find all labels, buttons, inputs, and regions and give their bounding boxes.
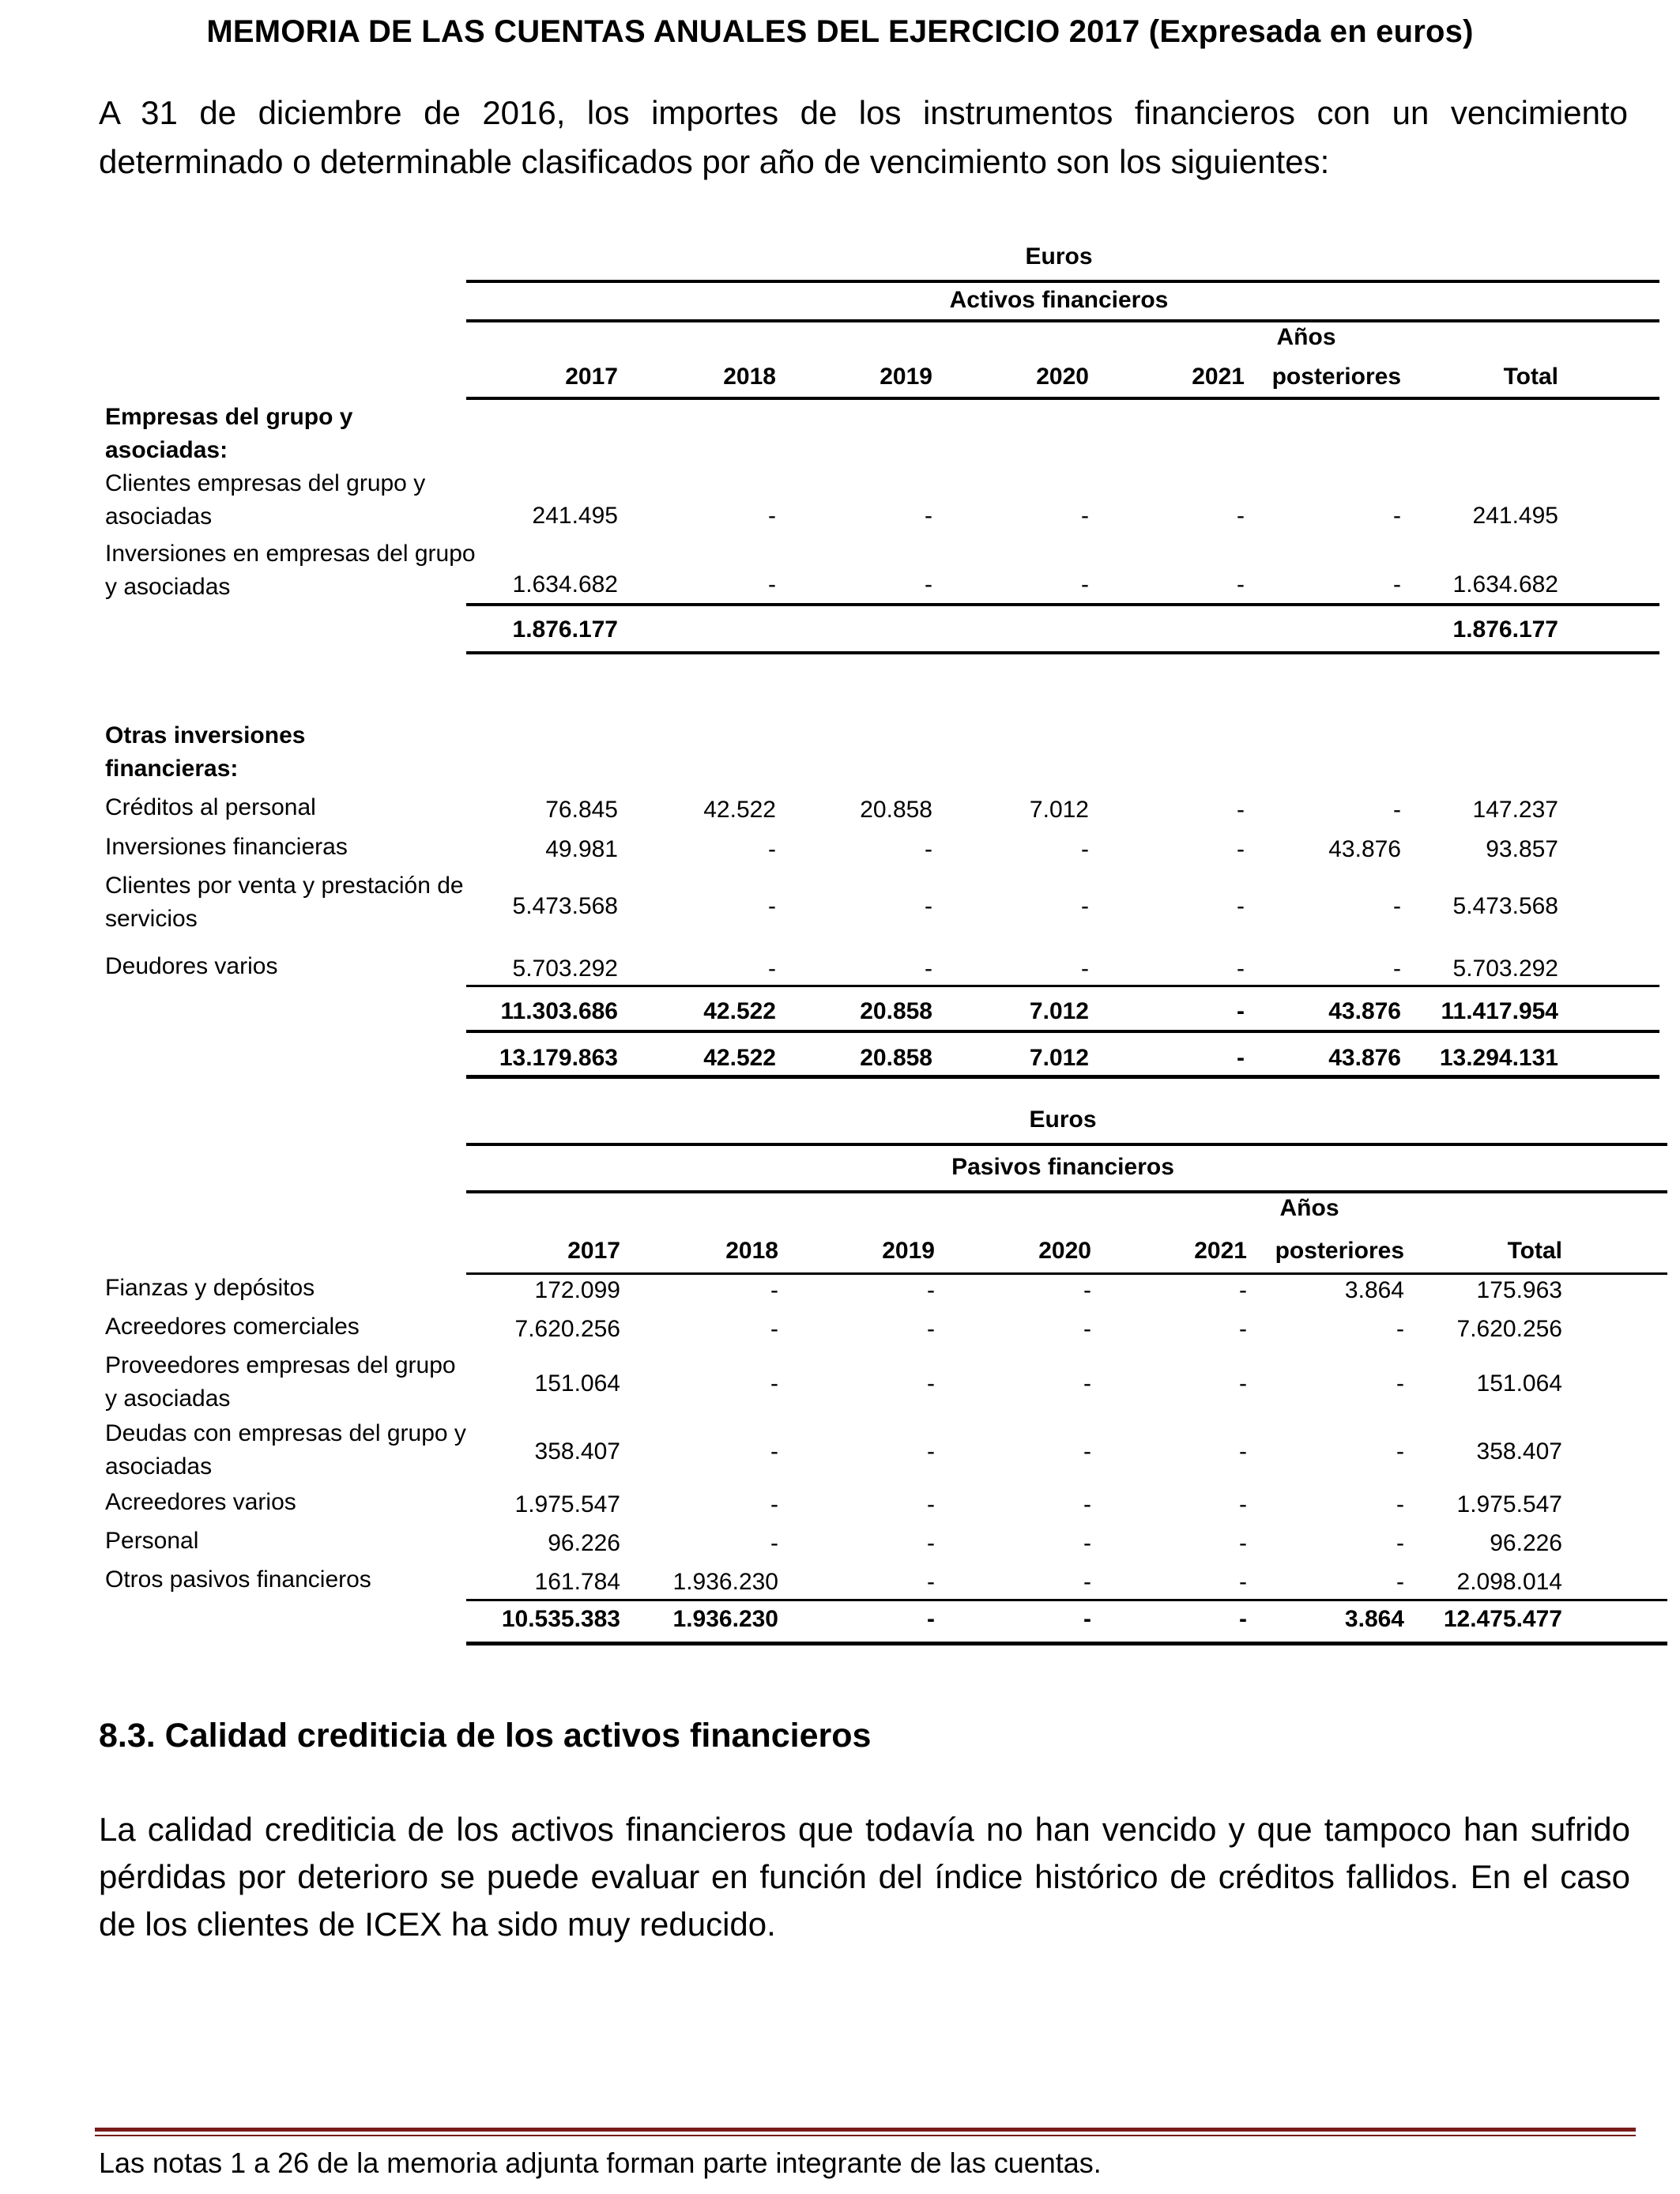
liabilities-row-cell-0: 7.620.256 — [514, 1316, 620, 1342]
assets-group1-heading: Empresas del grupo y asociadas: — [105, 404, 353, 463]
liabilities-row-cell-4: - — [1239, 1316, 1247, 1342]
assets-row-cell-5: - — [1393, 893, 1401, 919]
liabilities-row-cell-0: 172.099 — [534, 1277, 620, 1303]
assets-subtotal2-cell-6: 11.417.954 — [1441, 998, 1558, 1024]
assets-grand-total-cell-2: 20.858 — [860, 1045, 932, 1071]
liabilities_table-col-6: Total — [1507, 1238, 1562, 1264]
assets-grand-total-cell-6: 13.294.131 — [1439, 1045, 1558, 1071]
liabilities-row-cell-6: 2.098.014 — [1456, 1569, 1562, 1595]
liabilities-row-cell-2: - — [927, 1438, 935, 1465]
liabilities-row-cell-0: 161.784 — [534, 1569, 620, 1595]
liabilities-row-cell-3: - — [1083, 1277, 1091, 1303]
liabilities-row-cell-1: - — [770, 1370, 778, 1397]
liabilities-row-cell-1: - — [770, 1491, 778, 1517]
liabilities_table-col-2: 2019 — [882, 1238, 935, 1264]
assets-row-cell-6: 241.495 — [1472, 503, 1558, 529]
assets-row-cell-6: 1.634.682 — [1452, 571, 1558, 598]
liabilities-row-cell-3: - — [1083, 1438, 1091, 1465]
assets_table-col-0: 2017 — [565, 364, 618, 390]
assets-grand-total-cell-5: 43.876 — [1328, 1045, 1401, 1071]
liabilities-row-label: Personal — [105, 1528, 199, 1554]
liabilities-row-label: Acreedores comerciales — [105, 1314, 360, 1340]
liabilities-row-cell-5: - — [1396, 1438, 1404, 1465]
assets-row-cell-1: - — [768, 503, 776, 529]
liabilities-row-cell-2: - — [927, 1569, 935, 1595]
liabilities-row-label: Deudas con empresas del grupo y asociadas — [105, 1420, 466, 1480]
assets-row-cell-0: 1.634.682 — [512, 571, 618, 598]
assets-row-cell-6: 147.237 — [1472, 797, 1558, 823]
assets-subtotal2-cell-0: 11.303.686 — [500, 998, 618, 1024]
liabilities-row-cell-4: - — [1239, 1277, 1247, 1303]
liabilities-row-cell-0: 151.064 — [534, 1370, 620, 1397]
liabilities-unit-label: Euros — [1029, 1106, 1097, 1133]
assets-row-cell-2: - — [925, 503, 932, 529]
liabilities-row-cell-1: - — [770, 1316, 778, 1342]
assets-subtotal2-cell-2: 20.858 — [860, 998, 932, 1024]
liabilities-row-cell-4: - — [1239, 1569, 1247, 1595]
assets-row-cell-4: - — [1237, 956, 1245, 982]
assets-row-cell-4: - — [1237, 503, 1245, 529]
assets-subtotal1-cell-6: 1.876.177 — [1452, 616, 1558, 643]
assets-row-cell-5: - — [1393, 797, 1401, 823]
liabilities-row-label: Fianzas y depósitos — [105, 1275, 315, 1301]
liabilities-total-cell-0: 10.535.383 — [501, 1606, 620, 1632]
assets_table-col-2: 2019 — [880, 364, 932, 390]
liabilities_table-col-3: 2020 — [1038, 1238, 1091, 1264]
assets-row-label: Clientes empresas del grupo y asociadas — [105, 470, 426, 530]
assets-grand-total-cell-0: 13.179.863 — [499, 1045, 618, 1071]
liabilities-row-cell-3: - — [1083, 1370, 1091, 1397]
liabilities_table-col-5: posteriores — [1275, 1238, 1404, 1264]
assets-subtotal2-cell-5: 43.876 — [1328, 998, 1401, 1024]
liabilities-total-cell-1: 1.936.230 — [672, 1606, 778, 1632]
assets-row-cell-2: 20.858 — [860, 797, 932, 823]
assets-grand-total-cell-3: 7.012 — [1029, 1045, 1089, 1071]
liabilities-rule-title — [466, 1190, 1667, 1193]
assets-row-cell-3: - — [1081, 893, 1089, 919]
liabilities-row-cell-4: - — [1239, 1438, 1247, 1465]
assets-row-cell-1: - — [768, 956, 776, 982]
liabilities-rule-total-bottom — [466, 1642, 1667, 1646]
assets-row-cell-4: - — [1237, 797, 1245, 823]
liabilities-row-cell-2: - — [927, 1530, 935, 1556]
liabilities-row-cell-6: 358.407 — [1476, 1438, 1562, 1465]
assets-row-cell-1: - — [768, 571, 776, 598]
footer-rule — [95, 2128, 1636, 2132]
assets-group2-heading: Otras inversiones financieras: — [105, 722, 306, 782]
assets-row-cell-4: - — [1237, 893, 1245, 919]
assets_table-col-5: posteriores — [1271, 364, 1401, 390]
footer-rule-thin — [95, 2135, 1636, 2136]
assets-row-cell-4: - — [1237, 836, 1245, 862]
assets-subtotal2-cell-1: 42.522 — [703, 998, 776, 1024]
section-paragraph: La calidad crediticia de los activos financieros que todavía no han vencido y que tampoco han sufrido pérdidas por deterioro se puede evaluar en función del índice histórico de créditos fallidos. En el caso de los clientes de ICEX ha sido muy reducido. — [99, 1811, 1630, 1943]
liabilities-row-label: Proveedores empresas del grupo y asociadas — [105, 1352, 456, 1412]
liabilities-row-cell-1: - — [770, 1530, 778, 1556]
assets-row-cell-2: - — [925, 893, 932, 919]
assets-row-cell-2: - — [925, 836, 932, 862]
assets_table-col-1: 2018 — [723, 364, 776, 390]
assets-row-cell-0: 5.703.292 — [512, 956, 618, 982]
assets-row-cell-3: - — [1081, 571, 1089, 598]
assets_table-col-6: Total — [1503, 364, 1558, 390]
assets-row-cell-6: 93.857 — [1486, 836, 1558, 862]
liabilities-row-cell-5: 3.864 — [1344, 1277, 1404, 1303]
assets-row-cell-3: - — [1081, 503, 1089, 529]
assets-row-label: Inversiones en empresas del grupo y asociadas — [105, 541, 476, 600]
liabilities-row-cell-0: 1.975.547 — [514, 1491, 620, 1517]
assets-row-cell-6: 5.703.292 — [1452, 956, 1558, 982]
liabilities-row-cell-0: 358.407 — [534, 1438, 620, 1465]
liabilities-maturity-table — [99, 0, 1584, 1660]
liabilities-row-cell-2: - — [927, 1370, 935, 1397]
liabilities-row-cell-3: - — [1083, 1530, 1091, 1556]
liabilities-row-cell-5: - — [1396, 1370, 1404, 1397]
assets-row-cell-3: - — [1081, 956, 1089, 982]
assets-row-cell-1: - — [768, 836, 776, 862]
liabilities-row-cell-2: - — [927, 1491, 935, 1517]
assets-row-label: Deudores varios — [105, 953, 278, 979]
assets-row-cell-2: - — [925, 956, 932, 982]
liabilities-rule-header — [466, 1272, 1667, 1275]
page-header: MEMORIA DE LAS CUENTAS ANUALES DEL EJERCICIO 2017 (Expresada en euros) — [206, 14, 1474, 49]
liabilities-row-label: Acreedores varios — [105, 1489, 296, 1515]
liabilities-row-cell-3: - — [1083, 1316, 1091, 1342]
liabilities-rule-total-top — [466, 1599, 1667, 1601]
liabilities-row-cell-2: - — [927, 1277, 935, 1303]
assets-row-cell-4: - — [1237, 571, 1245, 598]
assets-row-label: Inversiones financieras — [105, 834, 348, 860]
liabilities-row-cell-2: - — [927, 1316, 935, 1342]
assets-subtotal2-cell-4: - — [1237, 998, 1245, 1024]
assets-title: Activos financieros — [949, 287, 1169, 313]
assets_table-col-4: 2021 — [1192, 364, 1245, 390]
assets-unit-label: Euros — [1025, 243, 1093, 270]
liabilities-row-cell-1: 1.936.230 — [672, 1569, 778, 1595]
footer-note: Las notas 1 a 26 de la memoria adjunta forman parte integrante de las cuentas. — [99, 2147, 1102, 2179]
liabilities-row-cell-5: - — [1396, 1569, 1404, 1595]
intro-paragraph: A 31 de diciembre de 2016, los importes de los instrumentos financieros con un vencimiento determinado o determinable clasificados por año de vencimiento son los siguientes: — [99, 94, 1628, 180]
liabilities-row-cell-6: 1.975.547 — [1456, 1491, 1562, 1517]
liabilities-total-cell-5: 3.864 — [1344, 1606, 1404, 1632]
liabilities_table-col-1: 2018 — [725, 1238, 778, 1264]
liabilities-total-cell-6: 12.475.477 — [1443, 1606, 1562, 1632]
assets-row-cell-0: 49.981 — [545, 836, 618, 862]
assets-subtotal2-cell-3: 7.012 — [1029, 998, 1089, 1024]
assets-row-cell-6: 5.473.568 — [1452, 893, 1558, 919]
assets-row-cell-0: 76.845 — [545, 797, 618, 823]
assets-row-cell-0: 5.473.568 — [512, 893, 618, 919]
liabilities-row-label: Otros pasivos financieros — [105, 1566, 371, 1593]
assets-row-cell-0: 241.495 — [532, 503, 618, 529]
assets-grand-total-cell-4: - — [1237, 1045, 1245, 1071]
liabilities-title: Pasivos financieros — [951, 1154, 1174, 1180]
liabilities-row-cell-6: 175.963 — [1476, 1277, 1562, 1303]
liabilities-rule-unit — [466, 1143, 1667, 1146]
assets-grand-total-cell-1: 42.522 — [703, 1045, 776, 1071]
assets-subtotal1-cell-0: 1.876.177 — [512, 616, 618, 643]
assets-row-cell-5: - — [1393, 956, 1401, 982]
assets-row-cell-5: - — [1393, 571, 1401, 598]
assets-row-cell-5: 43.876 — [1328, 836, 1401, 862]
assets-row-cell-3: - — [1081, 836, 1089, 862]
assets-row-cell-2: - — [925, 571, 932, 598]
liabilities-row-cell-4: - — [1239, 1370, 1247, 1397]
liabilities-row-cell-5: - — [1396, 1491, 1404, 1517]
liabilities-row-cell-4: - — [1239, 1491, 1247, 1517]
liabilities-row-cell-0: 96.226 — [548, 1530, 620, 1556]
liabilities_table-col-4: 2021 — [1194, 1238, 1247, 1264]
liabilities-row-cell-6: 96.226 — [1490, 1530, 1562, 1556]
liabilities-row-cell-1: - — [770, 1277, 778, 1303]
liabilities-row-cell-5: - — [1396, 1316, 1404, 1342]
assets-row-label: Clientes por venta y prestación de servicios — [105, 873, 464, 932]
liabilities-row-cell-1: - — [770, 1438, 778, 1465]
liabilities-total-cell-2: - — [927, 1606, 935, 1632]
liabilities-row-cell-6: 7.620.256 — [1456, 1316, 1562, 1342]
assets-row-cell-1: 42.522 — [703, 797, 776, 823]
section-heading: 8.3. Calidad crediticia de los activos financieros — [99, 1717, 872, 1755]
assets-row-cell-1: - — [768, 893, 776, 919]
assets-row-label: Créditos al personal — [105, 794, 316, 820]
liabilities-total-cell-3: - — [1083, 1606, 1091, 1632]
liabilities_table-years-after-top: Años — [1279, 1195, 1339, 1221]
liabilities-row-cell-6: 151.064 — [1476, 1370, 1562, 1397]
assets_table-years-after-top: Años — [1276, 324, 1336, 350]
assets-row-cell-5: - — [1393, 503, 1401, 529]
liabilities-row-cell-4: - — [1239, 1530, 1247, 1556]
assets_table-col-3: 2020 — [1036, 364, 1089, 390]
liabilities_table-col-0: 2017 — [567, 1238, 620, 1264]
liabilities-row-cell-3: - — [1083, 1491, 1091, 1517]
liabilities-total-cell-4: - — [1239, 1606, 1247, 1632]
liabilities-row-cell-5: - — [1396, 1530, 1404, 1556]
liabilities-row-cell-3: - — [1083, 1569, 1091, 1595]
assets-row-cell-3: 7.012 — [1029, 797, 1089, 823]
